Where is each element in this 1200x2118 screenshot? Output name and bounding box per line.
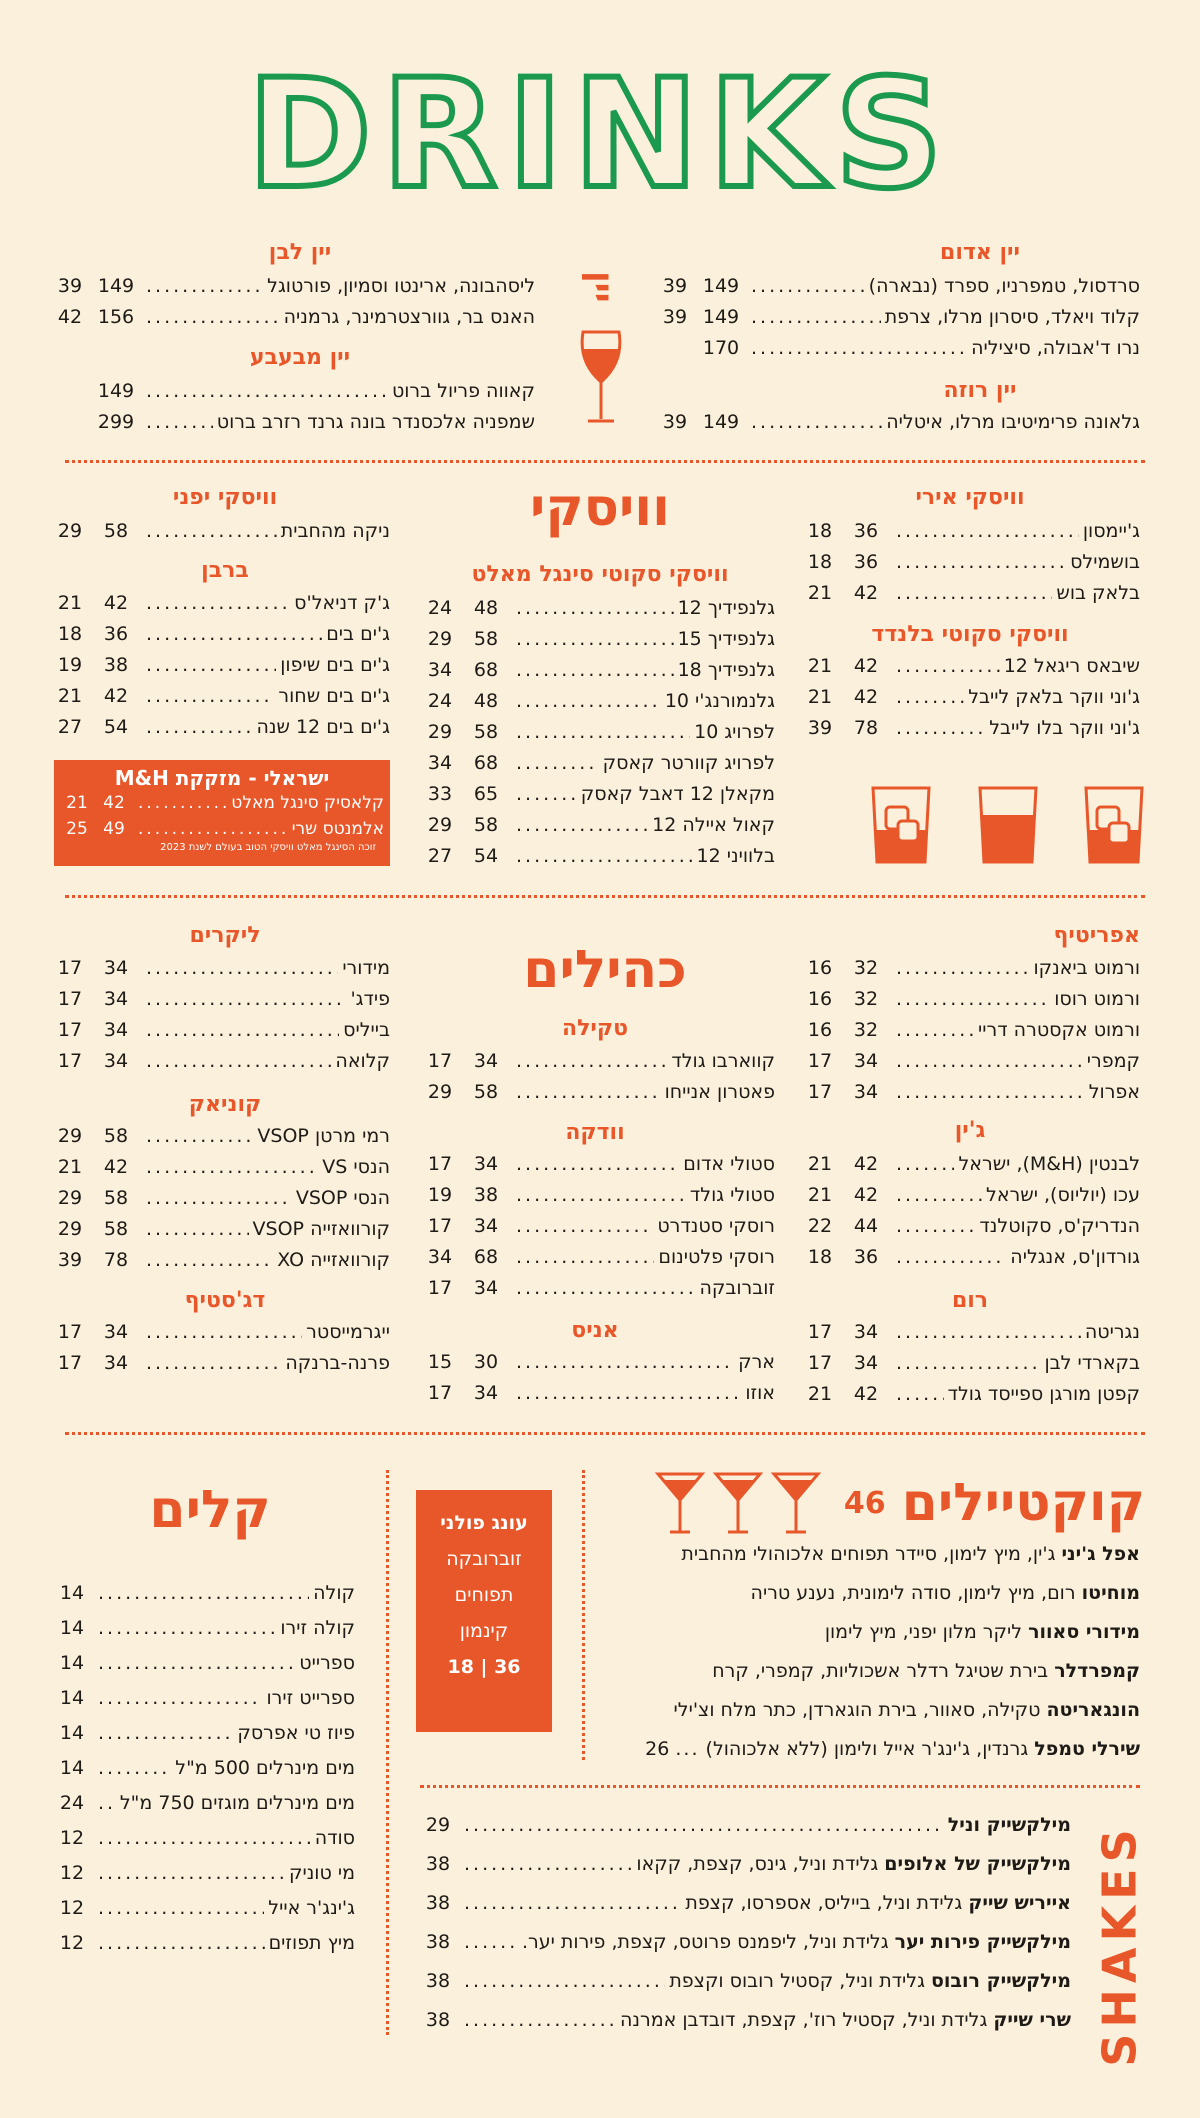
list-item: גלנפידיך 18 ..... 68 34	[420, 654, 775, 685]
list-item: זוברובקה ..... 34 17	[420, 1272, 775, 1303]
gin-heading: ג'ין	[954, 1118, 986, 1143]
cognac-list	[50, 1120, 390, 1275]
list-item: ספרייט זירו ..... 14	[50, 1680, 355, 1715]
list-item: בקארדי לבן ..... 34 17	[800, 1347, 1140, 1378]
list-item: גלנפידיך 12 ..... 48 24	[420, 592, 775, 623]
japanese-whisky-list	[50, 515, 390, 546]
red-wine-list	[655, 270, 1140, 363]
list-item: הונגאריטה טקילה, סאוור, בירת הוגארדן, כתר מלח וצ'ילי	[673, 1699, 1140, 1721]
list-item: אוזו ..... 34 17	[420, 1377, 775, 1408]
list-item: ג'ק דניאל'ס ..... 42 21	[50, 587, 390, 618]
shakes-title-wrap	[1015, 1823, 1200, 2067]
sparkling-wine-heading: יין מבעבע	[249, 345, 351, 370]
list-item: קלוד ויאלד, סיסרון מרלו, צרפת ..... 149 39	[655, 301, 1140, 332]
white-wine-list	[50, 270, 535, 332]
list-item: פיוז טי אפרסק ..... 14	[50, 1715, 355, 1750]
list-item: ניקה מהחבית ..... 58 29	[50, 515, 390, 546]
column-divider	[582, 1470, 585, 1760]
list-item: ג'ים בים ..... 36 18	[50, 618, 390, 649]
whisky-title: וויסקי	[530, 478, 670, 538]
israeli-whisky-note: זוכה הסינגל מאלט וויסקי הטוב בעולם לשנת 2023	[160, 842, 376, 853]
list-item: קאול איילה 12 ..... 58 29	[420, 809, 775, 840]
rose-wine-heading: יין רוזה	[943, 378, 1017, 403]
list-item: קלואה ..... 34 17	[50, 1045, 390, 1076]
list-item: מילקשייק וניל ..... 29	[416, 1805, 1071, 1844]
list-item: הנסי VS ..... 42 21	[50, 1151, 390, 1182]
list-item: אייריש שייק גלידת וניל, בייליס, אספרסו, קצפת ..... 38	[416, 1883, 1071, 1922]
special-price: 18 | 36	[447, 1656, 521, 1678]
list-item: בייליס ..... 34 17	[50, 1014, 390, 1045]
cocktail-glasses-icon	[654, 1470, 824, 1536]
sparkling-wine-list	[50, 375, 535, 437]
irish-whisky-list	[800, 515, 1140, 608]
list-item: ג'ינג'ר אייל ..... 12	[50, 1890, 355, 1925]
tequila-heading: טקילה	[561, 1016, 629, 1041]
list-item: רוסקי סטנדרט ..... 34 17	[420, 1210, 775, 1241]
special-line: זוברובקה	[446, 1548, 522, 1570]
list-item: בושמילס ..... 36 18	[800, 546, 1140, 577]
list-item: מים מינרלים מוגזים 750 מ"ל ..... 24	[50, 1785, 355, 1820]
list-item: קולה ..... 14	[50, 1575, 355, 1610]
list-item: גורדון'ס, אנגליה ..... 36 18	[800, 1241, 1140, 1272]
special-box	[416, 1490, 552, 1732]
list-item: בלאק בוש ..... 42 21	[800, 577, 1140, 608]
list-item: מוחיטו רום, מיץ לימון, סודה לימונית, נענע טריה	[750, 1582, 1140, 1604]
special-line: תפוחים	[454, 1584, 514, 1606]
cocktails-title: קוקטיילים	[901, 1473, 1145, 1533]
list-item: ג'וני ווקר בלאק לייבל ..... 42 21	[800, 681, 1140, 712]
list-item: קמפרדלר בירת שטיגל רדלר אשכוליות, קמפרי, קרח	[712, 1660, 1140, 1682]
shakes-title: SHAKES	[1093, 1823, 1147, 2067]
list-item: גלנמורנג'י 10 ..... 48 24	[420, 685, 775, 716]
liqueur-heading: ליקרים	[189, 923, 261, 948]
list-item: אפל ג'יני ג'ין, מיץ לימון, סיידר תפוחים אלכוהולי מהחבית	[681, 1543, 1140, 1565]
whisky-glass-icon	[870, 785, 932, 865]
single-malt-heading: וויסקי סקוטי סינגל מאלט	[471, 562, 729, 587]
rum-heading: רום	[951, 1288, 989, 1313]
special-title: עונג פולני	[440, 1512, 528, 1534]
list-item: מילקשייק פירות יער גלידת וניל, ליפמנס פרוטס, קצפת, פירות יער. ..... 38	[416, 1922, 1071, 1961]
list-item: מידורי ..... 34 17	[50, 952, 390, 983]
list-item: ספרייט ..... 14	[50, 1645, 355, 1680]
white-wine-heading: יין לבן	[268, 240, 332, 265]
soft-drinks-list	[50, 1575, 355, 1960]
list-item: לבנטין (M&H), ישראל ..... 42 21	[800, 1148, 1140, 1179]
list-item: בלוויני 12 ..... 54 27	[420, 840, 775, 871]
list-item: ליסהבונה, ארינטו וסמיון, פורטוגל ..... 149 39	[50, 270, 535, 301]
digestif-heading: דג'סטיף	[184, 1288, 266, 1313]
bourbon-list	[50, 587, 390, 742]
digestif-list	[50, 1316, 390, 1378]
list-item: ג'ים בים שחור ..... 42 21	[50, 680, 390, 711]
list-item: ג'ים בים שיפון ..... 38 19	[50, 649, 390, 680]
wine-label: יין	[581, 271, 621, 303]
list-item: פרנה-ברנקה ..... 34 17	[50, 1347, 390, 1378]
list-item: נגריטה ..... 34 17	[800, 1316, 1140, 1347]
israeli-whisky-box	[54, 760, 390, 866]
irish-whisky-heading: וויסקי אירי	[915, 485, 1025, 510]
tequila-list	[420, 1045, 775, 1107]
wine-section	[566, 255, 636, 427]
list-item: לפרויג 10 ..... 58 29	[420, 716, 775, 747]
list-item: מילקשייק רובוס גלידת וניל, קסטיל רובוס וקצפת ..... 38	[416, 1961, 1071, 2000]
section-divider	[420, 1785, 1140, 1788]
list-item: נרו ד'אבולה, סיציליה ..... 170	[655, 332, 1140, 363]
shakes-list	[416, 1805, 1071, 2039]
page-title: DRINKS	[247, 48, 953, 222]
list-item: סרדסול, טמפרניו, ספרד (נבארה) ..... 149 39	[655, 270, 1140, 301]
single-malt-list	[420, 592, 775, 871]
japanese-whisky-heading: וויסקי יפני	[172, 485, 278, 510]
section-divider	[65, 895, 1145, 898]
section-divider	[65, 460, 1145, 463]
cocktails-price: 46	[843, 1485, 886, 1521]
aperitif-list	[800, 952, 1140, 1107]
whisky-glass-icon	[977, 785, 1039, 865]
rum-list	[800, 1316, 1140, 1409]
list-item: ייגרמייסטר ..... 34 17	[50, 1316, 390, 1347]
wine-glass-icon	[566, 327, 636, 427]
list-item: סודה ..... 12	[50, 1820, 355, 1855]
list-item: מקאלן 12 דאבל קאסק ..... 65 33	[420, 778, 775, 809]
list-item: רמי מרטן VSOP ..... 58 29	[50, 1120, 390, 1151]
list-item: קמפרי ..... 34 17	[800, 1045, 1140, 1076]
list-item: ג'וני ווקר בלו לייבל ..... 78 39	[800, 712, 1140, 743]
cocktails-header	[600, 1468, 1145, 1538]
cocktails-list	[590, 1535, 1140, 1769]
list-item: אלמנטס שרי ..... 49 25	[60, 816, 384, 842]
list-item: הנדריק'ס, סקוטלנד ..... 44 22	[800, 1210, 1140, 1241]
list-item: ג'ים בים 12 שנה ..... 54 27	[50, 711, 390, 742]
list-item: עכו (יוליוס), ישראל ..... 42 21	[800, 1179, 1140, 1210]
list-item: ארק ..... 30 15	[420, 1346, 775, 1377]
list-item: שירלי טמפל גרנדין, ג'ינג'ר אייל ולימון (ללא אלכוהול) ... 26	[645, 1738, 1140, 1760]
list-item: רוסקי פלטינום ..... 68 34	[420, 1241, 775, 1272]
vodka-heading: וודקה	[565, 1120, 625, 1145]
bourbon-heading: ברבן	[201, 558, 249, 583]
whisky-glass-icon	[1083, 785, 1145, 865]
list-item: קווארבו גולד ..... 34 17	[420, 1045, 775, 1076]
list-item: ורמוט ביאנקו ..... 32 16	[800, 952, 1140, 983]
list-item: פאטרון אנייחו ..... 58 29	[420, 1076, 775, 1107]
blended-whisky-list	[800, 650, 1140, 743]
list-item: שרי שייק גלידת וניל, קסטיל רוז', קצפת, דובדבן אמרנה ..... 38	[416, 2000, 1071, 2039]
list-item: שמפניה אלכסנדר בונה גרנד רזרב ברוט ..... 299	[50, 406, 535, 437]
list-item: הנסי VSOP ..... 58 29	[50, 1182, 390, 1213]
aperitif-heading: אפריטיף	[1053, 923, 1140, 948]
list-item: שיבאס ריגאל 12 ..... 42 21	[800, 650, 1140, 681]
spirits-title: כהילים	[523, 940, 687, 1000]
list-item: ורמוט אקסטרה דריי ..... 32 16	[800, 1014, 1140, 1045]
list-item: מים מינרלים 500 מ"ל ..... 14	[50, 1750, 355, 1785]
list-item: קפטן מורגן ספייסד גולד ..... 42 21	[800, 1378, 1140, 1409]
blended-whisky-heading: וויסקי סקוטי בלנדד	[871, 622, 1069, 647]
list-item: גלנפידיך 15 ..... 58 29	[420, 623, 775, 654]
gin-list	[800, 1148, 1140, 1272]
list-item: קורוואזייה VSOP ..... 58 29	[50, 1213, 390, 1244]
list-item: האנס בר, גוורצטרמינר, גרמניה ..... 156 42	[50, 301, 535, 332]
cognac-heading: קוניאק	[188, 1092, 262, 1117]
list-item: לפרויג קוורטר קאסק ..... 68 34	[420, 747, 775, 778]
column-divider	[386, 1470, 389, 2035]
list-item: ורמוט רוסו ..... 32 16	[800, 983, 1140, 1014]
special-line: קינמון	[459, 1620, 509, 1642]
section-divider	[65, 1432, 1145, 1435]
liqueur-list	[50, 952, 390, 1076]
vodka-list	[420, 1148, 775, 1303]
list-item: מיץ תפוזים ..... 12	[50, 1925, 355, 1960]
soft-drinks-title: קלים	[149, 1480, 271, 1540]
list-item: מילקשייק של אלופים גלידת וניל, גינס, קצפת, קקאו ..... 38	[416, 1844, 1071, 1883]
list-item: מי טוניק ..... 12	[50, 1855, 355, 1890]
red-wine-heading: יין אדום	[940, 240, 1020, 265]
list-item: סטולי גולד ..... 38 19	[420, 1179, 775, 1210]
list-item: פידג' ..... 34 17	[50, 983, 390, 1014]
list-item: קולה זירו ..... 14	[50, 1610, 355, 1645]
israeli-whisky-heading: ישראלי - מזקקת M&H	[114, 766, 330, 790]
list-item: קאווה פריול ברוט ..... 149	[50, 375, 535, 406]
whisky-glasses	[870, 785, 1145, 865]
list-item: גלאונה פרימיטיבו מרלו, איטליה ..... 149 39	[655, 406, 1140, 437]
list-item: אפרול ..... 34 17	[800, 1076, 1140, 1107]
list-item: קורוואזייה XO ..... 78 39	[50, 1244, 390, 1275]
rose-wine-list	[655, 406, 1140, 437]
list-item: ג'יימסון ..... 36 18	[800, 515, 1140, 546]
list-item: קלאסיק סינגל מאלט ..... 42 21	[60, 790, 384, 816]
list-item: מידורי סאוור ליקר מלון יפני, מיץ לימון	[824, 1621, 1140, 1643]
list-item: סטולי אדום ..... 34 17	[420, 1148, 775, 1179]
anise-heading: אניס	[571, 1318, 619, 1343]
anise-list	[420, 1346, 775, 1408]
